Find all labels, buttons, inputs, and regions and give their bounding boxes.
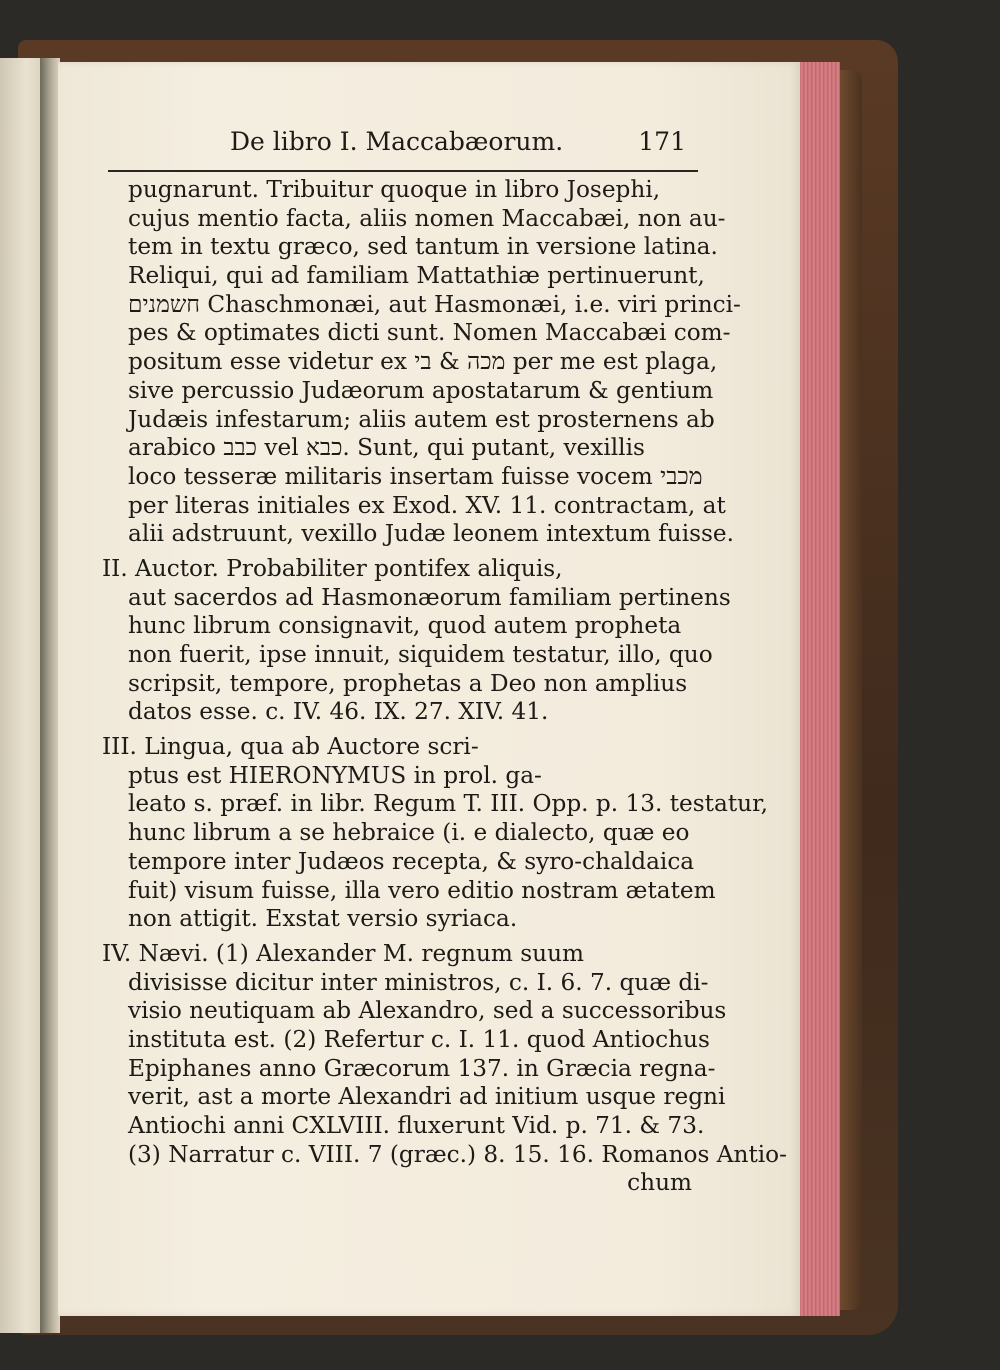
running-title: De libro I. Maccabæorum. — [230, 127, 564, 156]
text-line: alii adstruunt, vexillo Judæ leonem intextum fuisse. — [128, 520, 734, 548]
page-number: 171 — [638, 127, 686, 156]
text-line: Reliqui, qui ad familiam Mattathiæ pertinuerunt, — [128, 262, 705, 290]
text-line: hunc librum a se hebraice (i. e dialecto, quæ eo — [128, 819, 690, 847]
text-line: per literas initiales ex Exod. XV. 11. contractam, at — [128, 491, 726, 519]
text-line: sive percussio Judæorum apostatarum & gentium — [128, 376, 714, 404]
text-line: instituta est. (2) Refertur c. I. 11. quod Antiochus — [128, 1025, 710, 1053]
text-line: loco tesseræ militaris insertam fuisse vocem מכבי — [128, 462, 703, 490]
text-line: tem in textu græco, sed tantum in versione latina. — [128, 233, 718, 261]
section-auctor — [102, 554, 731, 727]
section-naevi — [102, 939, 787, 1198]
text-line: hunc librum consignavit, quod autem propheta — [128, 612, 682, 640]
page-text — [102, 127, 787, 1198]
book-gutter — [40, 58, 60, 1333]
text-line: III. Lingua, qua ab Auctore scri- — [102, 733, 479, 761]
left-page-edge — [0, 58, 44, 1333]
paragraph-continuation — [128, 176, 741, 549]
text-line: pes & optimates dicti sunt. Nomen Maccabæi com- — [128, 319, 731, 347]
text-line: חשמנים Chaschmonæi, aut Hasmonæi, i.e. viri princi- — [128, 290, 741, 318]
text-line: fuit) visum fuisse, illa vero editio nostram ætatem — [128, 876, 716, 904]
text-line: visio neutiquam ab Alexandro, sed a successoribus — [128, 997, 727, 1025]
text-line: leato s. præf. in libr. Regum T. III. Opp. p. 13. testatur, — [128, 790, 768, 818]
text-line: pugnarunt. Tribuitur quoque in libro Josephi, — [128, 176, 661, 203]
text-line: arabico כבב vel כבא. Sunt, qui putant, vexillis — [128, 434, 645, 462]
page-edges-red — [800, 62, 840, 1316]
text-line: divisisse dicitur inter ministros, c. I. 6. 7. quæ di- — [128, 968, 709, 996]
catchword: chum — [627, 1169, 692, 1197]
text-line: verit, ast a morte Alexandri ad initium usque regni — [128, 1083, 726, 1111]
text-line: Epiphanes anno Græcorum 137. in Græcia regna- — [128, 1054, 716, 1082]
text-line: scripsit, tempore, prophetas a Deo non amplius — [128, 669, 688, 697]
text-line: aut sacerdos ad Hasmonæorum familiam pertinens — [128, 583, 731, 611]
text-line: positum esse videtur ex מכה & בי per me est plaga, — [128, 348, 718, 376]
text-line: cujus mentio facta, aliis nomen Maccabæi, non au- — [128, 204, 726, 232]
text-line: Judæis infestarum; aliis autem est prosternens ab — [128, 405, 715, 433]
text-line: non attigit. Exstat versio syriaca. — [128, 905, 518, 933]
text-line: II. Auctor. Probabiliter pontifex aliquis, — [102, 554, 563, 582]
text-line: IV. Nævi. (1) Alexander M. regnum suum — [102, 939, 584, 967]
text-line: datos esse. c. IV. 46. IX. 27. XIV. 41. — [128, 698, 549, 726]
text-line: (3) Narratur c. VIII. 7 (græc.) 8. 15. 16. Romanos Antio- — [128, 1140, 787, 1168]
text-line: tempore inter Judæos recepta, & syro-chaldaica — [128, 847, 695, 875]
text-line: ptus est HIERONYMUS in prol. ga- — [128, 761, 542, 789]
running-header — [128, 128, 692, 166]
header-rule — [108, 170, 698, 172]
text-line: non fuerit, ipse innuit, siquidem testatur, illo, quo — [128, 641, 713, 668]
section-lingua — [102, 733, 768, 934]
text-line: Antiochi anni CXLVIII. fluxerunt Vid. p. 71. & 73. — [128, 1112, 705, 1139]
cover-edge — [840, 70, 862, 1310]
